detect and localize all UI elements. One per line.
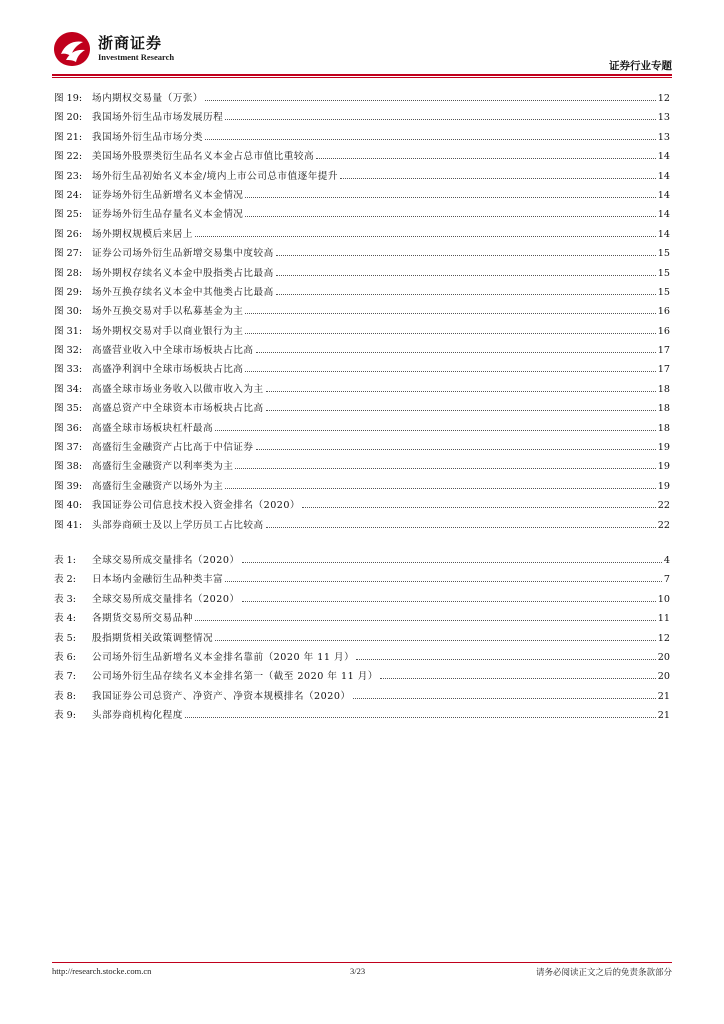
dot-leader [276,255,656,256]
header-divider-thin [52,77,672,78]
entry-page-number: 22 [657,500,670,512]
figure-list [54,90,670,536]
entry-title: 高盛全球市场业务收入以做市收入为主 [92,383,264,395]
page-number: 3/23 [350,966,366,976]
entry-title: 公司场外衍生品新增名义本金排名靠前（2020 年 11 月） [92,651,355,663]
entry-title: 全球交易所成交量排名（2020） [92,555,240,566]
header-divider [52,74,672,76]
entry-page-number: 20 [657,671,670,683]
entry-label: 图 30: [54,306,83,318]
dot-leader [302,507,656,508]
entry-title: 我国证券公司信息技术投入资金排名（2020） [92,500,301,512]
entry-label: 图 33: [54,364,83,376]
footer-url[interactable]: http://research.stocke.com.cn [52,966,152,976]
figure-entry[interactable] [54,245,670,264]
dot-leader [245,216,655,217]
dot-leader [256,352,656,353]
figure-entry[interactable] [54,361,670,380]
entry-page-number: 17 [657,345,670,357]
dot-leader [225,488,656,489]
footer-disclaimer: 请务必阅读正文之后的免责条款部分 [535,968,672,978]
table-entry[interactable] [54,688,670,707]
entry-title: 场外互换存续名义本金中其他类占比最高 [92,286,274,298]
table-entry[interactable] [54,668,670,687]
entry-title: 高盛衍生金融资产以场外为主 [92,480,224,492]
entry-page-number: 13 [657,112,670,124]
figure-entry[interactable] [54,206,670,225]
figure-entry[interactable] [54,187,670,206]
entry-label: 图 39: [54,480,83,492]
entry-page-number: 10 [657,593,670,605]
entry-label: 图 29: [54,286,83,298]
entry-label: 表 5: [54,632,76,644]
entry-label: 表 8: [54,690,76,702]
entry-page-number: 16 [657,306,670,318]
figure-entry[interactable] [54,226,670,245]
dot-leader [256,449,656,450]
entry-label: 图 25: [54,209,83,221]
figure-entry[interactable] [54,148,670,167]
entry-page-number: 15 [657,267,670,279]
figure-entry[interactable] [54,439,670,458]
entry-title: 头部券商机构化程度 [92,710,183,722]
entry-label: 图 40: [54,500,83,512]
entry-page-number: 15 [657,248,670,260]
dot-leader [316,158,656,159]
table-entry[interactable] [54,707,670,726]
entry-label: 图 24: [54,189,83,201]
dot-leader [215,430,656,431]
dot-leader [205,100,656,101]
entry-page-number: 19 [657,480,670,492]
figure-entry[interactable] [54,90,670,109]
entry-title: 场外期权交易对手以商业银行为主 [92,325,244,337]
entry-page-number: 16 [657,325,670,337]
dot-leader [356,659,656,660]
dot-leader [215,640,656,641]
entry-label: 图 27: [54,248,83,260]
entry-title: 股指期货相关政策调整情况 [92,632,214,644]
figure-entry[interactable] [54,400,670,419]
entry-label: 图 26: [54,228,83,240]
entry-label: 表 3: [54,593,76,605]
entry-title: 场外互换交易对手以私募基金为主 [92,306,244,318]
dot-leader [225,581,662,582]
entry-label: 图 41: [54,519,83,531]
dot-leader [340,178,656,179]
entry-label: 图 19: [54,93,83,104]
entry-label: 表 9: [54,710,76,722]
figure-entry[interactable] [54,284,670,303]
table-entry[interactable] [54,552,670,571]
dot-leader [276,275,656,276]
entry-page-number: 7 [663,574,670,586]
report-type: 证券行业专题 [609,60,672,72]
figure-entry[interactable] [54,458,670,477]
dot-leader [245,371,655,372]
entry-label: 表 7: [54,671,76,683]
dot-leader [266,410,656,411]
entry-title: 场外期权规模后来居上 [92,228,193,240]
entry-page-number: 14 [657,189,670,201]
entry-label: 表 4: [54,613,76,625]
dot-leader [353,698,656,699]
entry-label: 图 22: [54,151,83,163]
entry-page-number: 15 [657,286,670,298]
entry-title: 高盛全球市场板块杠杆最高 [92,422,214,434]
entry-page-number: 12 [657,632,670,644]
dot-leader [195,236,656,237]
entry-page-number: 21 [657,710,670,722]
figure-entry[interactable] [54,420,670,439]
figure-entry[interactable] [54,129,670,148]
entry-title: 高盛衍生金融资产占比高于中信证券 [92,442,254,454]
entry-title: 证券公司场外衍生品新增交易集中度较高 [92,248,274,260]
dot-leader [276,294,656,295]
entry-title: 高盛营业收入中全球市场板块占比高 [92,345,254,357]
entry-title: 高盛净利润中全球市场板块占比高 [92,364,244,376]
entry-page-number: 4 [663,555,670,566]
figure-entry[interactable] [54,109,670,128]
entry-title: 证券场外衍生品存量名义本金情况 [92,209,244,221]
company-logo-icon [52,30,92,68]
figure-entry[interactable] [54,323,670,342]
entry-title: 我国场外衍生品市场发展历程 [92,112,224,124]
entry-label: 图 35: [54,403,83,415]
entry-page-number: 19 [657,461,670,473]
entry-title: 日本场内金融衍生品种类丰富 [92,574,224,586]
entry-label: 图 36: [54,422,83,434]
entry-page-number: 19 [657,442,670,454]
dot-leader [266,527,656,528]
entry-label: 表 1: [54,555,76,566]
entry-title: 场外衍生品初始名义本金/境内上市公司总市值逐年提升 [92,170,338,182]
entry-page-number: 14 [657,170,670,182]
table-entry[interactable] [54,571,670,590]
entry-title: 我国证券公司总资产、净资产、净资本规模排名（2020） [92,690,351,702]
entry-title: 公司场外衍生品存续名义本金排名第一（截至 2020 年 11 月） [92,671,378,683]
dot-leader [235,468,655,469]
entry-page-number: 17 [657,364,670,376]
entry-label: 图 20: [54,112,83,124]
figure-entry[interactable] [54,381,670,400]
entry-page-number: 13 [657,131,670,143]
entry-title: 高盛衍生金融资产以利率类为主 [92,461,234,473]
table-list [54,552,670,727]
entry-page-number: 14 [657,151,670,163]
dot-leader [245,333,655,334]
logo-english-text: Investment Research [98,52,175,62]
entry-label: 图 31: [54,325,83,337]
entry-title: 场内期权交易量（万张） [92,93,204,104]
table-entry[interactable] [54,630,670,649]
dot-leader [242,601,656,602]
figure-entry[interactable] [54,342,670,361]
dot-leader [266,391,656,392]
entry-page-number: 18 [657,422,670,434]
entry-page-number: 18 [657,383,670,395]
entry-label: 图 37: [54,442,83,454]
dot-leader [205,139,656,140]
entry-title: 高盛总资产中全球资本市场板块占比高 [92,403,264,415]
entry-title: 场外期权存续名义本金中股指类占比最高 [92,267,274,279]
entry-page-number: 14 [657,228,670,240]
entry-page-number: 21 [657,690,670,702]
figure-entry[interactable] [54,497,670,516]
dot-leader [245,313,655,314]
entry-label: 图 38: [54,461,83,473]
table-entry[interactable] [54,649,670,668]
entry-title: 全球交易所成交量排名（2020） [92,593,240,605]
entry-page-number: 22 [657,519,670,531]
page-header [52,30,672,74]
entry-label: 图 32: [54,345,83,357]
entry-title: 各期货交易所交易品种 [92,613,193,625]
figure-entry[interactable] [54,303,670,322]
logo-chinese-text: 浙商证券 [98,34,163,52]
figure-entry[interactable] [54,517,670,536]
figure-entry[interactable] [54,265,670,284]
table-entry[interactable] [54,591,670,610]
entry-title: 我国场外衍生品市场分类 [92,131,204,143]
entry-page-number: 12 [657,93,670,104]
dot-leader [242,562,662,563]
dot-leader [195,620,656,621]
entry-page-number: 14 [657,209,670,221]
table-entry[interactable] [54,610,670,629]
entry-page-number: 20 [657,651,670,663]
dot-leader [245,197,655,198]
entry-label: 图 23: [54,170,83,182]
entry-label: 表 6: [54,651,76,663]
dot-leader [185,717,656,718]
dot-leader [225,119,656,120]
entry-label: 表 2: [54,574,76,586]
footer-divider [52,962,672,963]
figure-entry[interactable] [54,168,670,187]
entry-title: 美国场外股票类衍生品名义本金占总市值比重较高 [92,151,315,163]
entry-page-number: 11 [657,613,670,625]
entry-page-number: 18 [657,403,670,415]
entry-title: 头部券商硕士及以上学历员工占比较高 [92,519,264,531]
entry-label: 图 28: [54,267,83,279]
entry-title: 证券场外衍生品新增名义本金情况 [92,189,244,201]
dot-leader [380,678,656,679]
entry-label: 图 34: [54,383,83,395]
figure-entry[interactable] [54,478,670,497]
entry-label: 图 21: [54,131,83,143]
